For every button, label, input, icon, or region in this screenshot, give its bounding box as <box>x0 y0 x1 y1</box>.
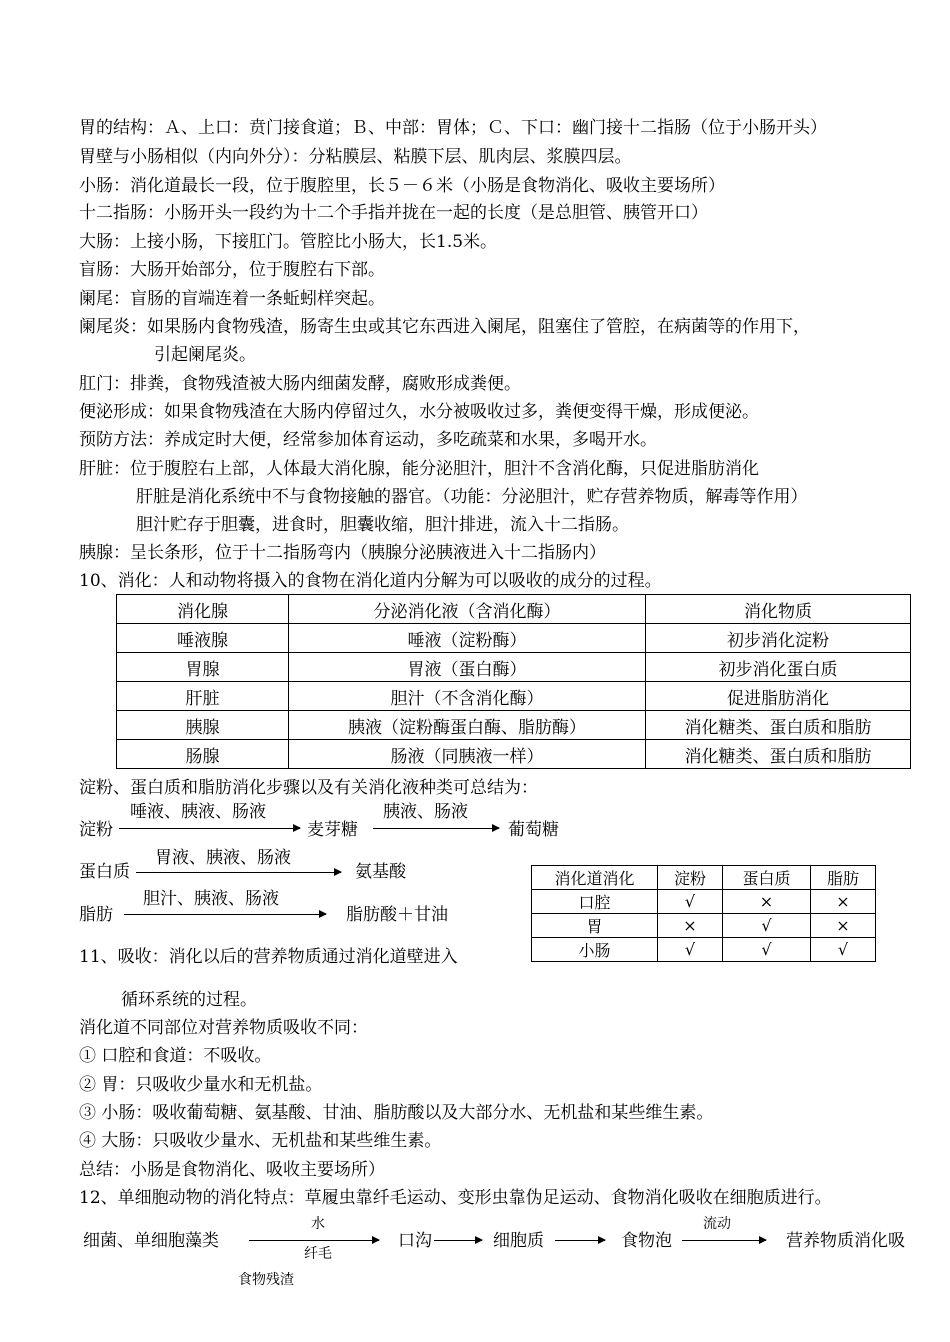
header-site: 消化道消化 <box>532 866 658 890</box>
table-cell: 胰液（淀粉酶蛋白酶、脂肪酶） <box>289 711 646 740</box>
table-cell: × <box>658 914 723 938</box>
header-fat: 脂肪 <box>811 866 876 890</box>
flow-starch-mid: 麦芽糖 <box>307 820 358 840</box>
table-header-row <box>532 866 876 890</box>
table-cell: √ <box>723 938 811 962</box>
flow-arrow <box>124 914 326 915</box>
table-row <box>117 682 911 711</box>
flow-arrow <box>373 828 499 829</box>
liver-line: 肝脏：位于腹腔右上部，人体最大消化腺，能分泌胆汁，胆汁不含消化酶，只促进脂肪消化 <box>79 459 759 479</box>
table-row <box>532 938 876 962</box>
bile-line: 胆汁贮存于胆囊，进食时，胆囊收缩，胆汁排进，流入十二指肠。 <box>136 515 629 535</box>
flow-fat-start: 脂肪 <box>79 905 113 925</box>
unicell-end: 营养物质消化吸 <box>786 1231 905 1251</box>
constipation-line: 便泌形成：如果食物残渣在大肠内停留过久，水分被吸收过多，粪便变得干燥，形成便泌。 <box>79 402 759 422</box>
table-cell: 肠液（同胰液一样） <box>289 740 646 769</box>
absorption-sites-line: 消化道不同部位对营养物质吸收不同： <box>79 1018 368 1038</box>
table-row <box>117 711 911 740</box>
unicell-flow-label: 流动 <box>703 1216 731 1232</box>
table-cell: 初步消化淀粉 <box>646 624 911 653</box>
table-row <box>117 740 911 769</box>
unicell-food-vacuole: 食物泡 <box>621 1231 672 1251</box>
unicell-water-label: 水 <box>311 1216 325 1232</box>
table-cell: 胰腺 <box>117 711 289 740</box>
table-cell: 消化糖类、蛋白质和脂肪 <box>646 740 911 769</box>
flow-protein-label: 胃液、胰液、肠液 <box>155 848 291 868</box>
anus-line: 肛门：排粪，食物残渣被大肠内细菌发酵，腐败形成粪便。 <box>79 374 521 394</box>
header-gland: 消化腺 <box>117 595 289 624</box>
table-row <box>117 653 911 682</box>
table-cell: √ <box>658 890 723 914</box>
unicell-cilia-label: 纤毛 <box>304 1246 332 1262</box>
digestion-definition-line: 10、消化：人和动物将摄入的食物在消化道内分解为可以吸收的成分的过程。 <box>79 571 662 591</box>
appendicitis-continued-line: 引起阑尾炎。 <box>154 345 256 365</box>
appendicitis-line: 阑尾炎：如果肠内食物残渣，肠寄生虫或其它东西进入阑尾，阻塞住了管腔，在病菌等的作用下， <box>79 317 810 337</box>
absorption-definition-line: 11、吸收：消化以后的营养物质通过消化道壁进入 <box>79 947 458 967</box>
flow-starch-label2: 胰液、肠液 <box>383 802 468 822</box>
table-cell: 胃 <box>532 914 658 938</box>
liver-function-line: 肝脏是消化系统中不与食物接触的器官。（功能：分泌胆汁，贮存营养物质，解毒等作用） <box>136 487 808 507</box>
table-cell: 肠腺 <box>117 740 289 769</box>
table-cell: × <box>811 890 876 914</box>
table-cell: 初步消化蛋白质 <box>646 653 911 682</box>
pancreas-line: 胰腺：呈长条形，位于十二指肠弯内（胰腺分泌胰液进入十二指肠内） <box>79 543 606 563</box>
table-cell: × <box>723 890 811 914</box>
table-cell: √ <box>723 914 811 938</box>
flow-arrow <box>434 1240 482 1241</box>
table-header-row <box>117 595 911 624</box>
table-cell: 促进脂肪消化 <box>646 682 911 711</box>
table-row <box>532 890 876 914</box>
table-row <box>532 914 876 938</box>
table-cell: 肝脏 <box>117 682 289 711</box>
table-cell: 唾液（淀粉酶） <box>289 624 646 653</box>
flow-arrow <box>136 872 341 873</box>
unicellular-digestion-line: 12、单细胞动物的消化特点：草履虫靠纤毛运动、变形虫靠伪足运动、食物消化吸收在细胞质进行。 <box>79 1188 832 1208</box>
flow-starch-label1: 唾液、胰液、肠液 <box>130 802 266 822</box>
flow-arrow <box>249 1240 379 1241</box>
appendix-line: 阑尾：盲肠的盲端连着一条蚯蚓样突起。 <box>79 289 385 309</box>
flow-starch-start: 淀粉 <box>79 820 113 840</box>
flow-protein-end: 氨基酸 <box>355 862 406 882</box>
unicell-waste-label: 食物残渣 <box>238 1272 294 1288</box>
unicell-start: 细菌、单细胞藻类 <box>83 1231 219 1251</box>
summary-intro-line: 淀粉、蛋白质和脂肪消化步骤以及有关消化液种类可总结为： <box>79 778 538 798</box>
cecum-line: 盲肠：大肠开始部分，位于腹腔右下部。 <box>79 260 385 280</box>
duodenum-line: 十二指肠：小肠开头一段约为十二个手指并拢在一起的长度（是总胆管、胰管开口） <box>79 203 708 223</box>
unicell-cytoplasm: 细胞质 <box>493 1231 544 1251</box>
flow-arrow <box>682 1240 766 1241</box>
absorption-continued-line: 循环系统的过程。 <box>121 990 257 1010</box>
table-cell: 胃腺 <box>117 653 289 682</box>
flow-arrow <box>555 1240 605 1241</box>
table-cell: 胆汁（不含消化酶） <box>289 682 646 711</box>
table-cell: 口腔 <box>532 890 658 914</box>
flow-starch-end: 葡萄糖 <box>508 820 559 840</box>
header-juice: 分泌消化液（含消化酶） <box>289 595 646 624</box>
table-cell: 消化糖类、蛋白质和脂肪 <box>646 711 911 740</box>
stomach-structure-line: 胃的结构：Ａ、上口：贲门接食道；Ｂ、中部：胃体；Ｃ、下口：幽门接十二指肠（位于小肠开头） <box>79 118 827 138</box>
table-cell: 小肠 <box>532 938 658 962</box>
absorption-item-1: ① 口腔和食道：不吸收。 <box>79 1046 272 1066</box>
header-starch: 淀粉 <box>658 866 723 890</box>
header-protein: 蛋白质 <box>723 866 811 890</box>
absorption-item-3: ③ 小肠：吸收葡萄糖、氨基酸、甘油、脂肪酸以及大部分水、无机盐和某些维生素。 <box>79 1103 714 1123</box>
digestive-site-table <box>531 865 876 962</box>
table-row <box>117 624 911 653</box>
table-cell: × <box>811 914 876 938</box>
unicell-oral-groove: 口沟 <box>398 1231 432 1251</box>
table-cell: 唾液腺 <box>117 624 289 653</box>
small-intestine-line: 小肠：消化道最长一段，位于腹腔里，长５－６米（小肠是食物消化、吸收主要场所） <box>79 176 725 196</box>
header-substance: 消化物质 <box>646 595 911 624</box>
prevention-line: 预防方法：养成定时大便，经常参加体育运动，多吃疏菜和水果，多喝开水。 <box>79 430 657 450</box>
table-cell: √ <box>658 938 723 962</box>
flow-fat-label: 胆汁、胰液、肠液 <box>143 889 279 909</box>
flow-protein-start: 蛋白质 <box>79 862 130 882</box>
absorption-item-4: ④ 大肠：只吸收少量水、无机盐和某些维生素。 <box>79 1131 442 1151</box>
flow-arrow <box>119 828 300 829</box>
flow-fat-end: 脂肪酸＋甘油 <box>346 905 448 925</box>
stomach-wall-line: 胃壁与小肠相似（内向外分）：分粘膜层、粘膜下层、肌肉层、浆膜四层。 <box>79 147 632 167</box>
table-cell: 胃液（蛋白酶） <box>289 653 646 682</box>
absorption-summary-line: 总结：小肠是食物消化、吸收主要场所） <box>79 1160 385 1180</box>
digestive-gland-table <box>116 594 911 769</box>
table-cell: √ <box>811 938 876 962</box>
absorption-item-2: ② 胃：只吸收少量水和无机盐。 <box>79 1075 323 1095</box>
large-intestine-line: 大肠：上接小肠，下接肛门。管腔比小肠大，长1.5米。 <box>79 232 498 252</box>
